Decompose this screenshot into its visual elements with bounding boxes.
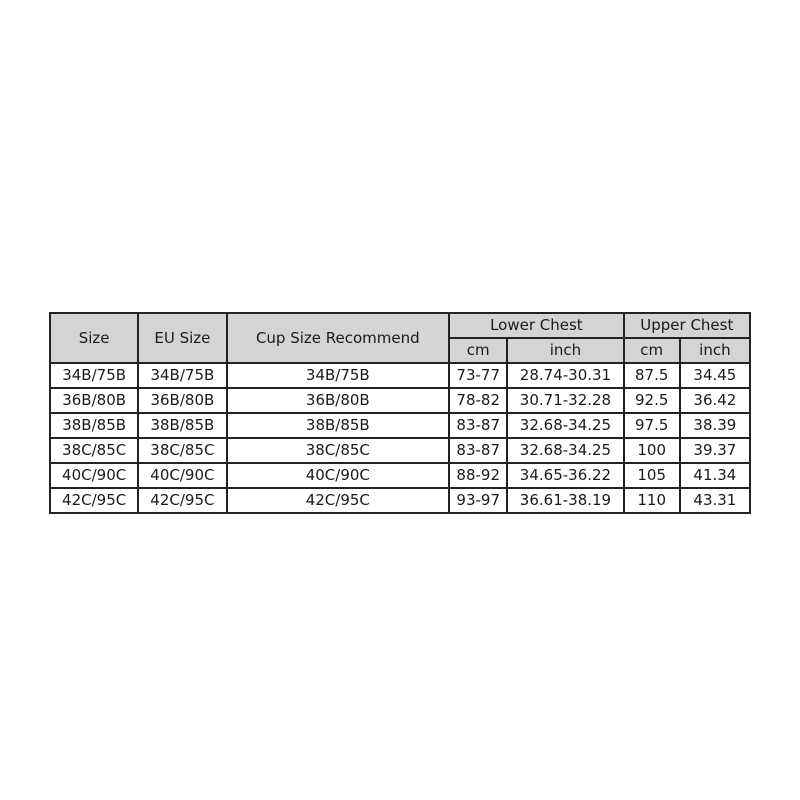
cell-upper-chest-cm: 100: [624, 438, 680, 463]
header-upper-chest: Upper Chest: [624, 313, 750, 338]
cell-lower-chest-cm: 88-92: [449, 463, 507, 488]
cell-lower-chest-inch: 32.68-34.25: [507, 413, 623, 438]
header-size: Size: [50, 313, 138, 363]
cell-lower-chest-cm: 83-87: [449, 413, 507, 438]
cell-lower-chest-inch: 32.68-34.25: [507, 438, 623, 463]
table-row: [50, 463, 750, 488]
cell-lower-chest-cm: 73-77: [449, 363, 507, 388]
header-lower-chest: Lower Chest: [449, 313, 624, 338]
table-row: [50, 438, 750, 463]
cell-lower-chest-cm: 83-87: [449, 438, 507, 463]
cell-cup-size: 38C/85C: [227, 438, 450, 463]
cell-lower-chest-inch: 36.61-38.19: [507, 488, 623, 513]
cell-size: 34B/75B: [50, 363, 138, 388]
cell-lower-chest-inch: 30.71-32.28: [507, 388, 623, 413]
cell-lower-chest-cm: 93-97: [449, 488, 507, 513]
cell-eu-size: 38C/85C: [138, 438, 226, 463]
header-lower-chest-cm: cm: [449, 338, 507, 363]
cell-cup-size: 36B/80B: [227, 388, 450, 413]
cell-eu-size: 34B/75B: [138, 363, 226, 388]
cell-lower-chest-cm: 78-82: [449, 388, 507, 413]
cell-cup-size: 40C/90C: [227, 463, 450, 488]
cell-eu-size: 40C/90C: [138, 463, 226, 488]
cell-size: 38B/85B: [50, 413, 138, 438]
cell-upper-chest-inch: 34.45: [680, 363, 750, 388]
cell-upper-chest-cm: 105: [624, 463, 680, 488]
cell-size: 36B/80B: [50, 388, 138, 413]
cell-upper-chest-inch: 39.37: [680, 438, 750, 463]
header-lower-chest-inch: inch: [507, 338, 623, 363]
cell-upper-chest-inch: 43.31: [680, 488, 750, 513]
cell-upper-chest-inch: 38.39: [680, 413, 750, 438]
table-header: [50, 313, 750, 363]
header-upper-chest-cm: cm: [624, 338, 680, 363]
cell-upper-chest-inch: 36.42: [680, 388, 750, 413]
header-row-main: [50, 313, 750, 338]
table-body: [50, 363, 750, 513]
cell-cup-size: 34B/75B: [227, 363, 450, 388]
header-eu-size: EU Size: [138, 313, 226, 363]
cell-cup-size: 38B/85B: [227, 413, 450, 438]
table-row: [50, 388, 750, 413]
header-cup-size-recommend: Cup Size Recommend: [227, 313, 450, 363]
header-upper-chest-inch: inch: [680, 338, 750, 363]
cell-cup-size: 42C/95C: [227, 488, 450, 513]
cell-eu-size: 42C/95C: [138, 488, 226, 513]
cell-size: 42C/95C: [50, 488, 138, 513]
cell-upper-chest-cm: 87.5: [624, 363, 680, 388]
cell-eu-size: 38B/85B: [138, 413, 226, 438]
cell-upper-chest-cm: 110: [624, 488, 680, 513]
cell-size: 40C/90C: [50, 463, 138, 488]
cell-eu-size: 36B/80B: [138, 388, 226, 413]
table-row: [50, 363, 750, 388]
cell-lower-chest-inch: 28.74-30.31: [507, 363, 623, 388]
size-chart-table: [49, 312, 751, 514]
cell-upper-chest-inch: 41.34: [680, 463, 750, 488]
table-row: [50, 413, 750, 438]
cell-upper-chest-cm: 92.5: [624, 388, 680, 413]
cell-upper-chest-cm: 97.5: [624, 413, 680, 438]
cell-size: 38C/85C: [50, 438, 138, 463]
cell-lower-chest-inch: 34.65-36.22: [507, 463, 623, 488]
table-row: [50, 488, 750, 513]
